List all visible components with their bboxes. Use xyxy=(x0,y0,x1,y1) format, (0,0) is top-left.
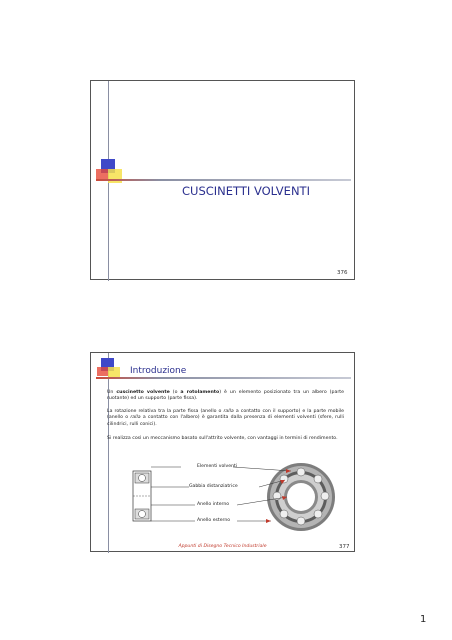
slide-introduzione xyxy=(90,352,355,552)
decor-title-rule xyxy=(96,179,351,181)
slide-title: CUSCINETTI VOLVENTI xyxy=(182,184,310,198)
slide-cuscinetti-volventi xyxy=(90,80,355,280)
bearing-photo xyxy=(267,463,335,531)
paragraph-mechanism: Si realizza così un meccanismo basato sull'attrito volvente, con vantaggi in termini di rendimento. xyxy=(107,436,338,441)
paragraph-rotation: La rotazione relativa tra la parte fissa (anello o ralla a contatto con il supporto) e la parte mobile (anello o ralla a contatto con l'albero) è garantita dalla presenza di elementi volventi (sfere, rulli cilindrici, rulli conici). xyxy=(107,409,344,427)
page-number: 1 xyxy=(420,614,427,625)
slide-page-number: 376 xyxy=(337,270,348,276)
bearing-diagram xyxy=(91,459,356,539)
slide-page-number: 377 xyxy=(339,544,350,550)
decor-red-square xyxy=(96,169,108,179)
label-anello-esterno: Anello esterno xyxy=(197,518,231,523)
decor-title-rule xyxy=(96,377,351,379)
slide-title: Introduzione xyxy=(130,366,187,376)
label-gabbia-distanziatrice: Gabbia distanziatrice xyxy=(189,484,238,489)
label-elementi-volventi: Elementi volventi xyxy=(197,464,238,469)
paragraph-definition: Un cuscinetto volvente (o a rotolamento) è un elemento posizionato tra un albero (parte ruotante) ed un supporto (parte fissa). xyxy=(107,390,344,402)
label-anello-interno: Anello interno xyxy=(197,502,230,507)
decor-red-square xyxy=(97,367,108,376)
slide-footer: Appunti di Disegno Tecnico Industriale xyxy=(178,544,267,549)
bearing-section-drawing xyxy=(133,471,151,521)
